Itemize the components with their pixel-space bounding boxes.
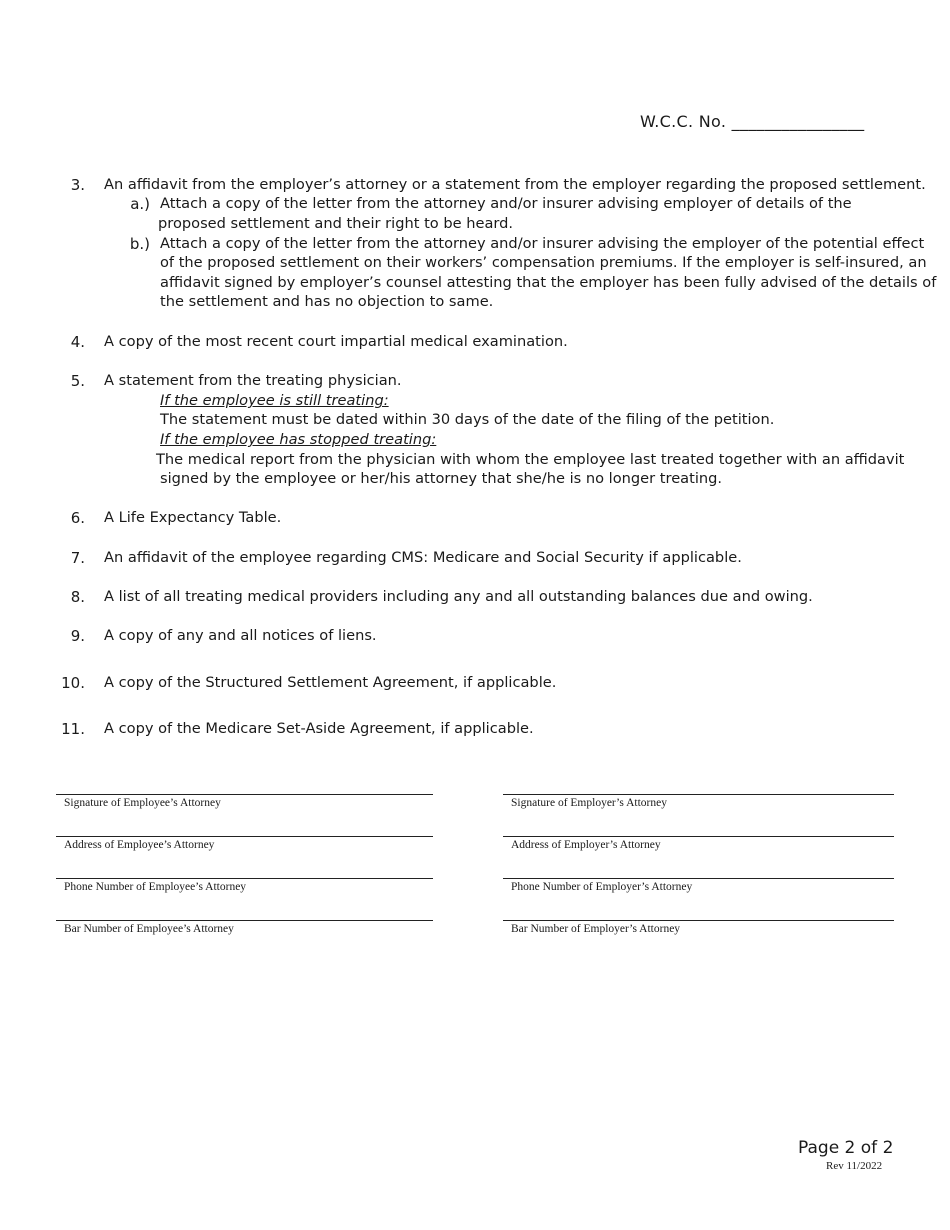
employer-attorney-address-line[interactable] — [503, 836, 894, 877]
item-text: A copy of any and all notices of liens. — [104, 627, 377, 644]
employer-attorney-signature-line[interactable] — [503, 794, 894, 835]
item-text: An affidavit from the employer’s attorney or a statement from the employer regarding the proposed settlement. — [104, 176, 926, 193]
employee-attorney-phone-line[interactable] — [56, 878, 433, 919]
sub-item-text: of the proposed settlement on their workers’ compensation premiums. If the employer is self-insured, an — [160, 254, 927, 271]
sub-item-letter: b.) — [129, 235, 150, 253]
employee-attorney-signature-line[interactable] — [56, 794, 433, 835]
item-text: A statement from the treating physician. — [104, 372, 402, 389]
item-text: An affidavit of the employee regarding CMS: Medicare and Social Security if applicable. — [104, 549, 742, 566]
signature-label: Phone Number of Employer’s Attorney — [511, 881, 693, 893]
sub-item-text: Attach a copy of the letter from the attorney and/or insurer advising the employer of the potential effect — [160, 235, 925, 252]
item-number: 7. — [70, 549, 85, 567]
item-text: A Life Expectancy Table. — [104, 509, 282, 526]
signature-label: Signature of Employer’s Attorney — [511, 797, 667, 809]
condition-heading: If the employee has stopped treating: — [160, 431, 437, 448]
wcc-number-field: W.C.C. No. ________________ — [640, 112, 865, 131]
signature-label: Address of Employer’s Attorney — [511, 839, 661, 851]
item-number: 6. — [70, 509, 85, 527]
sub-item-text: Attach a copy of the letter from the attorney and/or insurer advising employer of details of the — [160, 195, 852, 212]
item-number: 4. — [70, 333, 85, 351]
sub-item-text: the settlement and has no objection to same. — [160, 293, 494, 310]
signature-label: Address of Employee’s Attorney — [64, 839, 215, 851]
page-number: Page 2 of 2 — [798, 1138, 894, 1158]
employee-attorney-address-line[interactable] — [56, 836, 433, 877]
sub-item-letter: a.) — [130, 195, 150, 213]
item-number: 3. — [70, 176, 85, 194]
item-number: 10. — [61, 674, 85, 692]
item-number: 11. — [61, 720, 85, 738]
signature-label: Signature of Employee’s Attorney — [64, 797, 221, 809]
employer-attorney-bar-line[interactable] — [503, 920, 894, 961]
item-number: 9. — [70, 627, 85, 645]
signature-label: Bar Number of Employer’s Attorney — [511, 923, 681, 935]
item-text: A copy of the most recent court impartial medical examination. — [104, 333, 568, 350]
item-text: A copy of the Structured Settlement Agreement, if applicable. — [104, 674, 557, 691]
item-number: 8. — [70, 588, 85, 606]
item-text: signed by the employee or her/his attorney that she/he is no longer treating. — [160, 470, 723, 487]
item-number: 5. — [70, 372, 85, 390]
employee-attorney-bar-line[interactable] — [56, 920, 433, 961]
item-text: The statement must be dated within 30 days of the date of the filing of the petition. — [160, 411, 775, 428]
revision-date: Rev 11/2022 — [826, 1160, 883, 1172]
sub-item-text: affidavit signed by employer’s counsel attesting that the employer has been fully advised of the details of — [160, 274, 937, 291]
signature-label: Bar Number of Employee’s Attorney — [64, 923, 234, 935]
item-text: A list of all treating medical providers including any and all outstanding balances due and owing. — [104, 588, 813, 605]
item-text: The medical report from the physician with whom the employee last treated together with an affidavit — [156, 451, 905, 468]
signature-label: Phone Number of Employee’s Attorney — [64, 881, 247, 893]
item-text: A copy of the Medicare Set-Aside Agreement, if applicable. — [104, 720, 534, 737]
condition-heading: If the employee is still treating: — [160, 392, 389, 409]
employer-attorney-phone-line[interactable] — [503, 878, 894, 919]
sub-item-text: proposed settlement and their right to be heard. — [158, 215, 514, 232]
